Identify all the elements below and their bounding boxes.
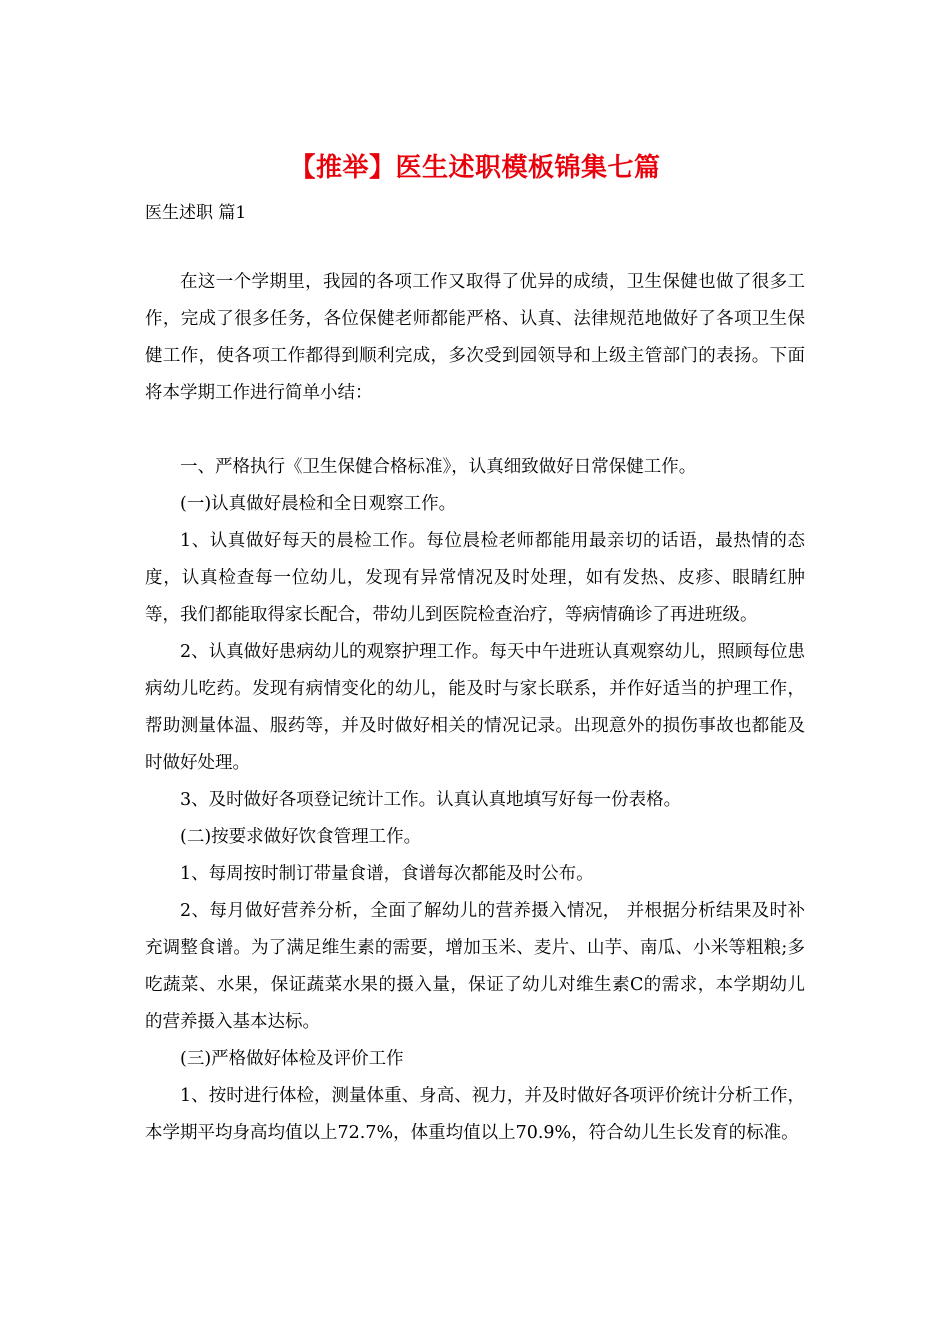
paragraph-subheading-1: (一)认真做好晨检和全日观察工作。	[180, 494, 457, 514]
paragraph-item: 3、及时做好各项登记统计工作。认真认真地填写好每一份表格。	[180, 790, 682, 810]
paragraph-heading-1: 一、严格执行《卫生保健合格标准》，认真细致做好日常保健工作。	[180, 457, 697, 477]
paragraph-gap	[145, 412, 805, 449]
paragraph-item: 2、每月做好营养分析，全面了解幼儿的营养摄入情况， 并根据分析结果及时补充调整食谱。为了满足维生素的需要，增加玉米、麦片、山芋、南瓜、小米等粗粮;多吃蔬菜、水果，保证蔬菜水果的摄入量，保证了幼儿对维生素C的需求，本学期幼儿的营养摄入基本达标。	[145, 901, 805, 1032]
paragraph-item: 1、每周按时制订带量食谱，食谱每次都能及时公布。	[180, 864, 594, 884]
paragraph-subheading-2: (二)按要求做好饮食管理工作。	[180, 827, 422, 847]
paragraph-item: 1、认真做好每天的晨检工作。每位晨检老师都能用最亲切的话语，最热情的态度，认真检查每一位幼儿，发现有异常情况及时处理，如有发热、皮疹、眼睛红肿等，我们都能取得家长配合，带幼儿到医院检查治疗，等病情确诊了再进班级。	[145, 531, 805, 625]
document-body	[145, 264, 805, 1152]
document-title: 【推举】医生述职模板锦集七篇	[289, 153, 661, 183]
paragraph-item: 2、认真做好患病幼儿的观察护理工作。每天中午进班认真观察幼儿，照顾每位患病幼儿吃药。发现有病情变化的幼儿，能及时与家长联系，并作好适当的护理工作，帮助测量体温、服药等，并及时做好相关的情况记录。出现意外的损伤事故也都能及时做好处理。	[145, 642, 805, 773]
section-label: 医生述职 篇1	[145, 203, 247, 223]
paragraph-intro: 在这一个学期里，我园的各项工作又取得了优异的成绩，卫生保健也做了很多工作，完成了很多任务，各位保健老师都能严格、认真、法律规范地做好了各项卫生保健工作，使各项工作都得到顺利完成，多次受到园领导和上级主管部门的表扬。下面将本学期工作进行简单小结：	[145, 272, 805, 403]
paragraph-subheading-3: (三)严格做好体检及评价工作	[180, 1049, 404, 1069]
paragraph-item: 1、按时进行体检，测量体重、身高、视力，并及时做好各项评价统计分析工作，本学期平均身高均值以上72.7%，体重均值以上70.9%，符合幼儿生长发育的标准。	[145, 1086, 805, 1143]
